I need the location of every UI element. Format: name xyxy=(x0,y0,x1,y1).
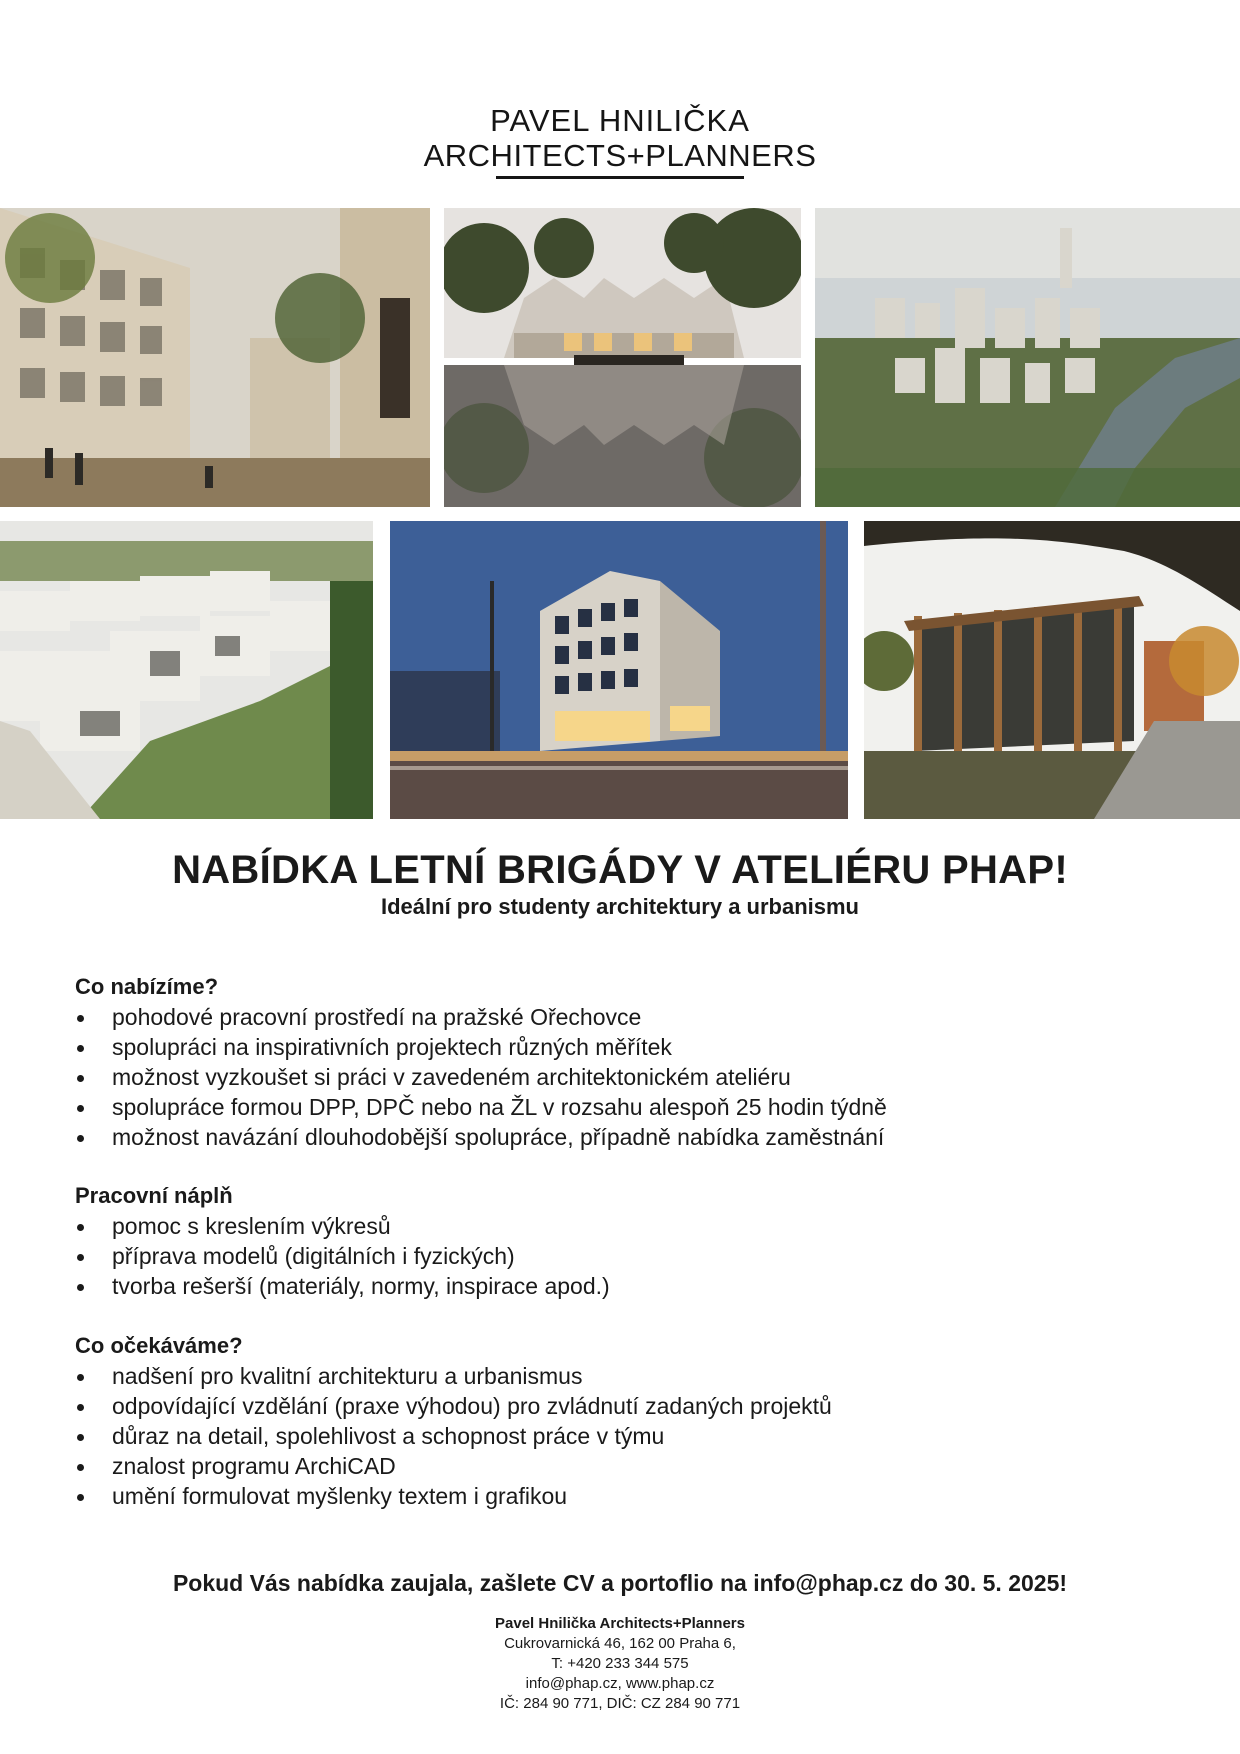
section-title: Co očekáváme? xyxy=(75,1333,243,1358)
section-job-description xyxy=(75,1181,1175,1301)
bullet-list xyxy=(75,1361,1175,1511)
list-item: tvorba rešerší (materiály, normy, inspirace apod.) xyxy=(75,1271,1175,1301)
list-item: spolupráce formou DPP, DPČ nebo na ŽL v rozsahu alespoň 25 hodin týdně xyxy=(75,1092,1175,1122)
photo-house-reflection xyxy=(444,208,801,507)
footer-email-web: info@phap.cz, www.phap.cz xyxy=(525,1675,715,1692)
logo-line-tagline-text: ARCHITECTS+PLANNERS xyxy=(423,138,817,173)
footer-company-name: Pavel Hnilička Architects+Planners xyxy=(495,1615,745,1632)
footer-company-ids: IČ: 284 90 771, DIČ: CZ 284 90 771 xyxy=(499,1695,741,1712)
section-title: Co nabízíme? xyxy=(75,974,219,999)
footer-contact xyxy=(0,1614,1240,1714)
footer-address: Cukrovarnická 46, 162 00 Praha 6, xyxy=(504,1635,736,1652)
call-to-action: Pokud Vás nabídka zaujala, zašlete CV a portoflio na info@phap.cz do 30. 5. 2025! xyxy=(172,1570,1068,1596)
list-item: umění formulovat myšlenky textem i grafikou xyxy=(75,1481,1175,1511)
section-title: Pracovní náplň xyxy=(75,1183,233,1208)
bullet-list xyxy=(75,1002,1175,1152)
list-item: pomoc s kreslením výkresů xyxy=(75,1211,1175,1241)
photo-courtyard-residential xyxy=(0,208,430,507)
page-subtitle: Ideální pro studenty architektury a urbanismu xyxy=(381,894,859,919)
company-logo xyxy=(0,104,1240,174)
list-item: příprava modelů (digitálních i fyzických) xyxy=(75,1241,1175,1271)
logo-line-name: PAVEL HNILIČKA xyxy=(490,103,750,138)
logo-underline xyxy=(496,176,745,179)
section-what-we-expect xyxy=(75,1331,1175,1511)
photo-aerial-masterplan xyxy=(815,208,1240,507)
logo-line-tagline xyxy=(424,138,817,174)
photo-glass-pavilion xyxy=(864,521,1240,819)
list-item: odpovídající vzdělání (praxe výhodou) pro zvládnutí zadaných projektů xyxy=(75,1391,1175,1421)
page-title: NABÍDKA LETNÍ BRIGÁDY V ATELIÉRU PHAP! xyxy=(172,848,1068,892)
footer-phone: T: +420 233 344 575 xyxy=(551,1655,689,1672)
bullet-list xyxy=(75,1211,1175,1301)
list-item: možnost vyzkoušet si práci v zavedeném architektonickém ateliéru xyxy=(75,1062,1175,1092)
list-item: spolupráci na inspirativních projektech různých měřítek xyxy=(75,1032,1175,1062)
photo-night-office-building xyxy=(390,521,848,819)
list-item: nadšení pro kvalitní architekturu a urbanismus xyxy=(75,1361,1175,1391)
photo-terraced-houses xyxy=(0,521,373,819)
section-what-we-offer xyxy=(75,972,1175,1152)
list-item: důraz na detail, spolehlivost a schopnost práce v týmu xyxy=(75,1421,1175,1451)
list-item: možnost navázání dlouhodobější spolupráce, případně nabídka zaměstnání xyxy=(75,1122,1175,1152)
list-item: znalost programu ArchiCAD xyxy=(75,1451,1175,1481)
list-item: pohodové pracovní prostředí na pražské Ořechovce xyxy=(75,1002,1175,1032)
